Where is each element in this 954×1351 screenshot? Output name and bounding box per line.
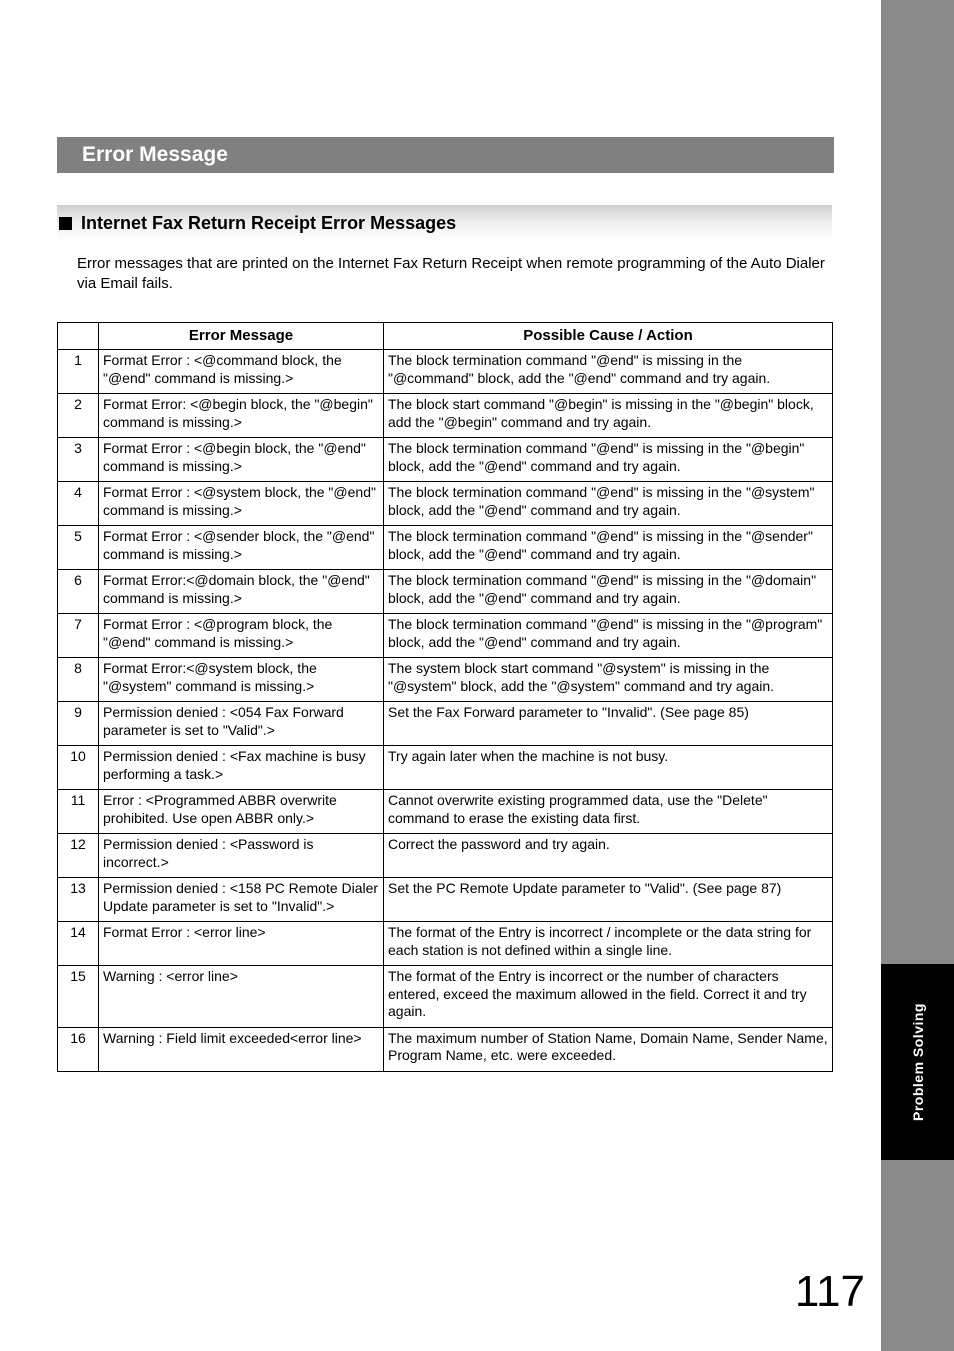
- table-row: [58, 878, 833, 922]
- section-title-bar: [57, 137, 834, 173]
- row-number: 10: [58, 746, 99, 790]
- row-cause-action: The maximum number of Station Name, Domain Name, Sender Name, Program Name, etc. were exceeded.: [384, 1027, 833, 1071]
- row-cause-action: Cannot overwrite existing programmed data, use the "Delete" command to erase the existing data first.: [384, 790, 833, 834]
- table-row: [58, 482, 833, 526]
- error-message-table: [57, 322, 833, 1072]
- row-cause-action: The block termination command "@end" is missing in the "@domain" block, add the "@end" command and try again.: [384, 570, 833, 614]
- row-error-message: Error : <Programmed ABBR overwrite prohibited. Use open ABBR only.>: [99, 790, 384, 834]
- table-row: [58, 834, 833, 878]
- row-number: 15: [58, 966, 99, 1028]
- section-title: Error Message: [82, 143, 228, 166]
- row-cause-action: Try again later when the machine is not busy.: [384, 746, 833, 790]
- row-error-message: Permission denied : <Fax machine is busy performing a task.>: [99, 746, 384, 790]
- row-error-message: Format Error : <@sender block, the "@end" command is missing.>: [99, 526, 384, 570]
- row-error-message: Format Error : <error line>: [99, 922, 384, 966]
- header-number: [58, 323, 99, 350]
- row-number: 7: [58, 614, 99, 658]
- table-row: [58, 746, 833, 790]
- row-number: 6: [58, 570, 99, 614]
- row-cause-action: The system block start command "@system" is missing in the "@system" block, add the "@system" command and try again.: [384, 658, 833, 702]
- row-cause-action: The block termination command "@end" is missing in the "@begin" block, add the "@end" command and try again.: [384, 438, 833, 482]
- row-error-message: Warning : <error line>: [99, 966, 384, 1028]
- row-number: 16: [58, 1027, 99, 1071]
- row-error-message: Format Error : <@begin block, the "@end" command is missing.>: [99, 438, 384, 482]
- row-number: 2: [58, 394, 99, 438]
- square-bullet-icon: [59, 217, 72, 230]
- row-cause-action: The block termination command "@end" is missing in the "@system" block, add the "@end" command and try again.: [384, 482, 833, 526]
- row-number: 5: [58, 526, 99, 570]
- row-number: 3: [58, 438, 99, 482]
- row-error-message: Permission denied : <Password is incorrect.>: [99, 834, 384, 878]
- row-error-message: Format Error : <@system block, the "@end" command is missing.>: [99, 482, 384, 526]
- chapter-tab-label: Problem Solving: [909, 1003, 926, 1121]
- table-row: [58, 658, 833, 702]
- row-error-message: Format Error: <@begin block, the "@begin" command is missing.>: [99, 394, 384, 438]
- chapter-tab: [881, 964, 954, 1160]
- table-row: [58, 570, 833, 614]
- row-number: 11: [58, 790, 99, 834]
- row-cause-action: The format of the Entry is incorrect or the number of characters entered, exceed the maximum allowed in the field. Correct it and try again.: [384, 966, 833, 1028]
- table-row: [58, 614, 833, 658]
- row-number: 12: [58, 834, 99, 878]
- row-number: 9: [58, 702, 99, 746]
- row-error-message: Warning : Field limit exceeded<error line>: [99, 1027, 384, 1071]
- table-row: [58, 702, 833, 746]
- row-error-message: Format Error : <@program block, the "@end" command is missing.>: [99, 614, 384, 658]
- row-number: 14: [58, 922, 99, 966]
- row-number: 1: [58, 350, 99, 394]
- header-possible-cause: Possible Cause / Action: [384, 323, 833, 350]
- row-number: 13: [58, 878, 99, 922]
- table-row: [58, 350, 833, 394]
- table-row: [58, 1027, 833, 1071]
- row-cause-action: Correct the password and try again.: [384, 834, 833, 878]
- row-cause-action: Set the PC Remote Update parameter to "Valid". (See page 87): [384, 878, 833, 922]
- subsection-header: [57, 205, 832, 241]
- row-cause-action: The block termination command "@end" is missing in the "@program" block, add the "@end" command and try again.: [384, 614, 833, 658]
- table-row: [58, 966, 833, 1028]
- intro-paragraph: Error messages that are printed on the Internet Fax Return Receipt when remote programming of the Auto Dialer via Email fails.: [77, 255, 825, 292]
- row-error-message: Format Error:<@system block, the "@system" command is missing.>: [99, 658, 384, 702]
- row-number: 4: [58, 482, 99, 526]
- row-error-message: Format Error : <@command block, the "@end" command is missing.>: [99, 350, 384, 394]
- row-cause-action: The block start command "@begin" is missing in the "@begin" block, add the "@begin" command and try again.: [384, 394, 833, 438]
- row-error-message: Format Error:<@domain block, the "@end" command is missing.>: [99, 570, 384, 614]
- table-header-row: [58, 323, 833, 350]
- row-cause-action: The block termination command "@end" is missing in the "@sender" block, add the "@end" command and try again.: [384, 526, 833, 570]
- table-row: [58, 526, 833, 570]
- subsection-title: Internet Fax Return Receipt Error Messages: [81, 212, 457, 233]
- row-cause-action: The block termination command "@end" is missing in the "@command" block, add the "@end" command and try again.: [384, 350, 833, 394]
- row-error-message: Permission denied : <158 PC Remote Dialer Update parameter is set to "Invalid".>: [99, 878, 384, 922]
- table-row: [58, 922, 833, 966]
- table-row: [58, 438, 833, 482]
- table-row: [58, 790, 833, 834]
- table-row: [58, 394, 833, 438]
- page-number: 117: [794, 1267, 865, 1316]
- row-number: 8: [58, 658, 99, 702]
- header-error-message: Error Message: [99, 323, 384, 350]
- row-error-message: Permission denied : <054 Fax Forward parameter is set to "Valid".>: [99, 702, 384, 746]
- row-cause-action: Set the Fax Forward parameter to "Invalid". (See page 85): [384, 702, 833, 746]
- row-cause-action: The format of the Entry is incorrect / incomplete or the data string for each station is not defined within a single line.: [384, 922, 833, 966]
